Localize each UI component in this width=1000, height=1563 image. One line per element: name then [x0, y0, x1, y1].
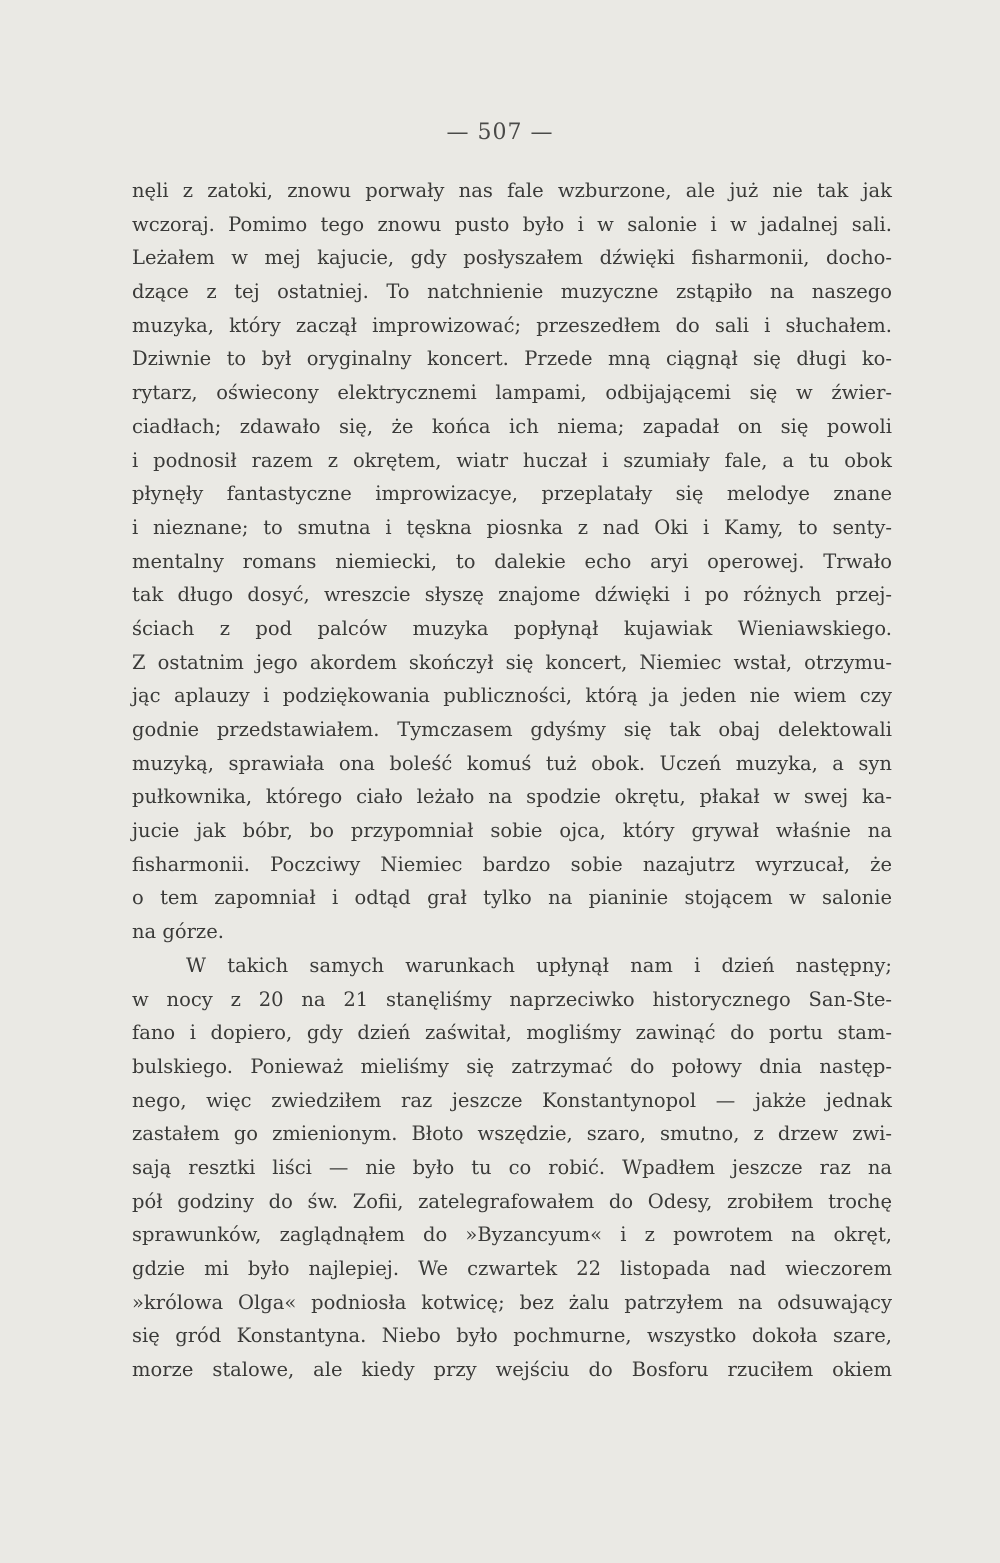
- text-line: się gród Konstantyna. Niebo było pochmurne, wszystko dokoła szare,: [132, 1324, 892, 1348]
- text-line: gdzie mi było najlepiej. We czwartek 22 listopada nad wieczorem: [132, 1257, 892, 1280]
- text-line: na górze.: [132, 920, 224, 944]
- text-line: pułkownika, którego ciało leżało na spodzie okrętu, płakał w swej ka-: [132, 785, 892, 809]
- text-line: sprawunków, zaglądnąłem do »Byzancyum« i z powrotem na okręt,: [132, 1223, 892, 1247]
- text-line: sają resztki liści — nie było tu co robić. Wpadłem jeszcze raz na: [132, 1155, 892, 1179]
- text-line: mentalny romans niemiecki, to dalekie echo aryi operowej. Trwało: [132, 549, 892, 573]
- text-line: godnie przedstawiałem. Tymczasem gdyśmy się tak obaj delektowali: [132, 718, 892, 741]
- text-line: ciadłach; zdawało się, że końca ich niema; zapadał on się powoli: [132, 414, 892, 438]
- body-text: [132, 174, 892, 1387]
- text-line: dzące z tej ostatniej. To natchnienie muzyczne zstąpiło na naszego: [132, 280, 892, 304]
- text-line: rytarz, oświecony elektrycznemi lampami, odbijającemi się w źwier-: [132, 381, 892, 405]
- text-line: Leżałem w mej kajucie, gdy posłyszałem dźwięki fisharmonii, docho-: [132, 246, 892, 270]
- text-line: jucie jak bóbr, bo przypomniał sobie ojca, który grywał właśnie na: [132, 819, 892, 843]
- text-line: zastałem go zmienionym. Błoto wszędzie, szaro, smutno, z drzew zwi-: [132, 1122, 892, 1146]
- text-line: wczoraj. Pomimo tego znowu pusto było i w salonie i w jadalnej sali.: [132, 212, 892, 236]
- text-line: i podnosił razem z okrętem, wiatr huczał i szumiały fale, a tu obok: [132, 448, 892, 472]
- text-line: W takich samych warunkach upłynął nam i dzień następny;: [186, 953, 892, 977]
- page-number: — 507 —: [446, 120, 554, 145]
- text-line: morze stalowe, ale kiedy przy wejściu do Bosforu rzuciłem okiem: [132, 1358, 892, 1382]
- text-line: nęli z zatoki, znowu porwały nas fale wzburzone, ale już nie tak jak: [132, 179, 892, 202]
- text-line: w nocy z 20 na 21 stanęliśmy naprzeciwko historycznego San-Ste-: [132, 987, 892, 1011]
- text-line: tak długo dosyć, wreszcie słyszę znajome dźwięki i po różnych przej-: [132, 583, 892, 607]
- text-line: jąc aplauzy i podziękowania publiczności, którą ja jeden nie wiem czy: [132, 684, 892, 708]
- text-line: »królowa Olga« podniosła kotwicę; bez żalu patrzyłem na odsuwający: [132, 1290, 892, 1314]
- text-line: bulskiego. Ponieważ mieliśmy się zatrzymać do połowy dnia następ-: [132, 1054, 892, 1078]
- text-line: pół godziny do św. Zofii, zatelegrafowałem do Odesy, zrobiłem trochę: [132, 1189, 892, 1213]
- text-line: muzyka, który zaczął improwizować; przeszedłem do sali i słuchałem.: [132, 313, 892, 337]
- text-line: ściach z pod palców muzyka popłynął kujawiak Wieniawskiego.: [132, 616, 892, 640]
- text-line: muzyką, sprawiała ona boleść komuś tuż obok. Uczeń muzyka, a syn: [132, 751, 892, 775]
- text-line: fano i dopiero, gdy dzień zaświtał, mogliśmy zawinąć do portu stam-: [132, 1021, 892, 1045]
- text-line: Dziwnie to był oryginalny koncert. Przede mną ciągnął się długi ko-: [132, 347, 892, 371]
- text-line: fisharmonii. Poczciwy Niemiec bardzo sobie nazajutrz wyrzucał, że: [132, 852, 892, 876]
- text-line: nego, więc zwiedziłem raz jeszcze Konstantynopol — jakże jednak: [132, 1088, 892, 1112]
- text-line: i nieznane; to smutna i tęskna piosnka z nad Oki i Kamy, to senty-: [132, 515, 892, 539]
- text-line: Z ostatnim jego akordem skończył się koncert, Niemiec wstał, otrzymu-: [132, 650, 892, 674]
- text-line: o tem zapomniał i odtąd grał tylko na pianinie stojącem w salonie: [132, 886, 892, 910]
- text-line: płynęły fantastyczne improwizacye, przeplatały się melodye znane: [132, 482, 892, 506]
